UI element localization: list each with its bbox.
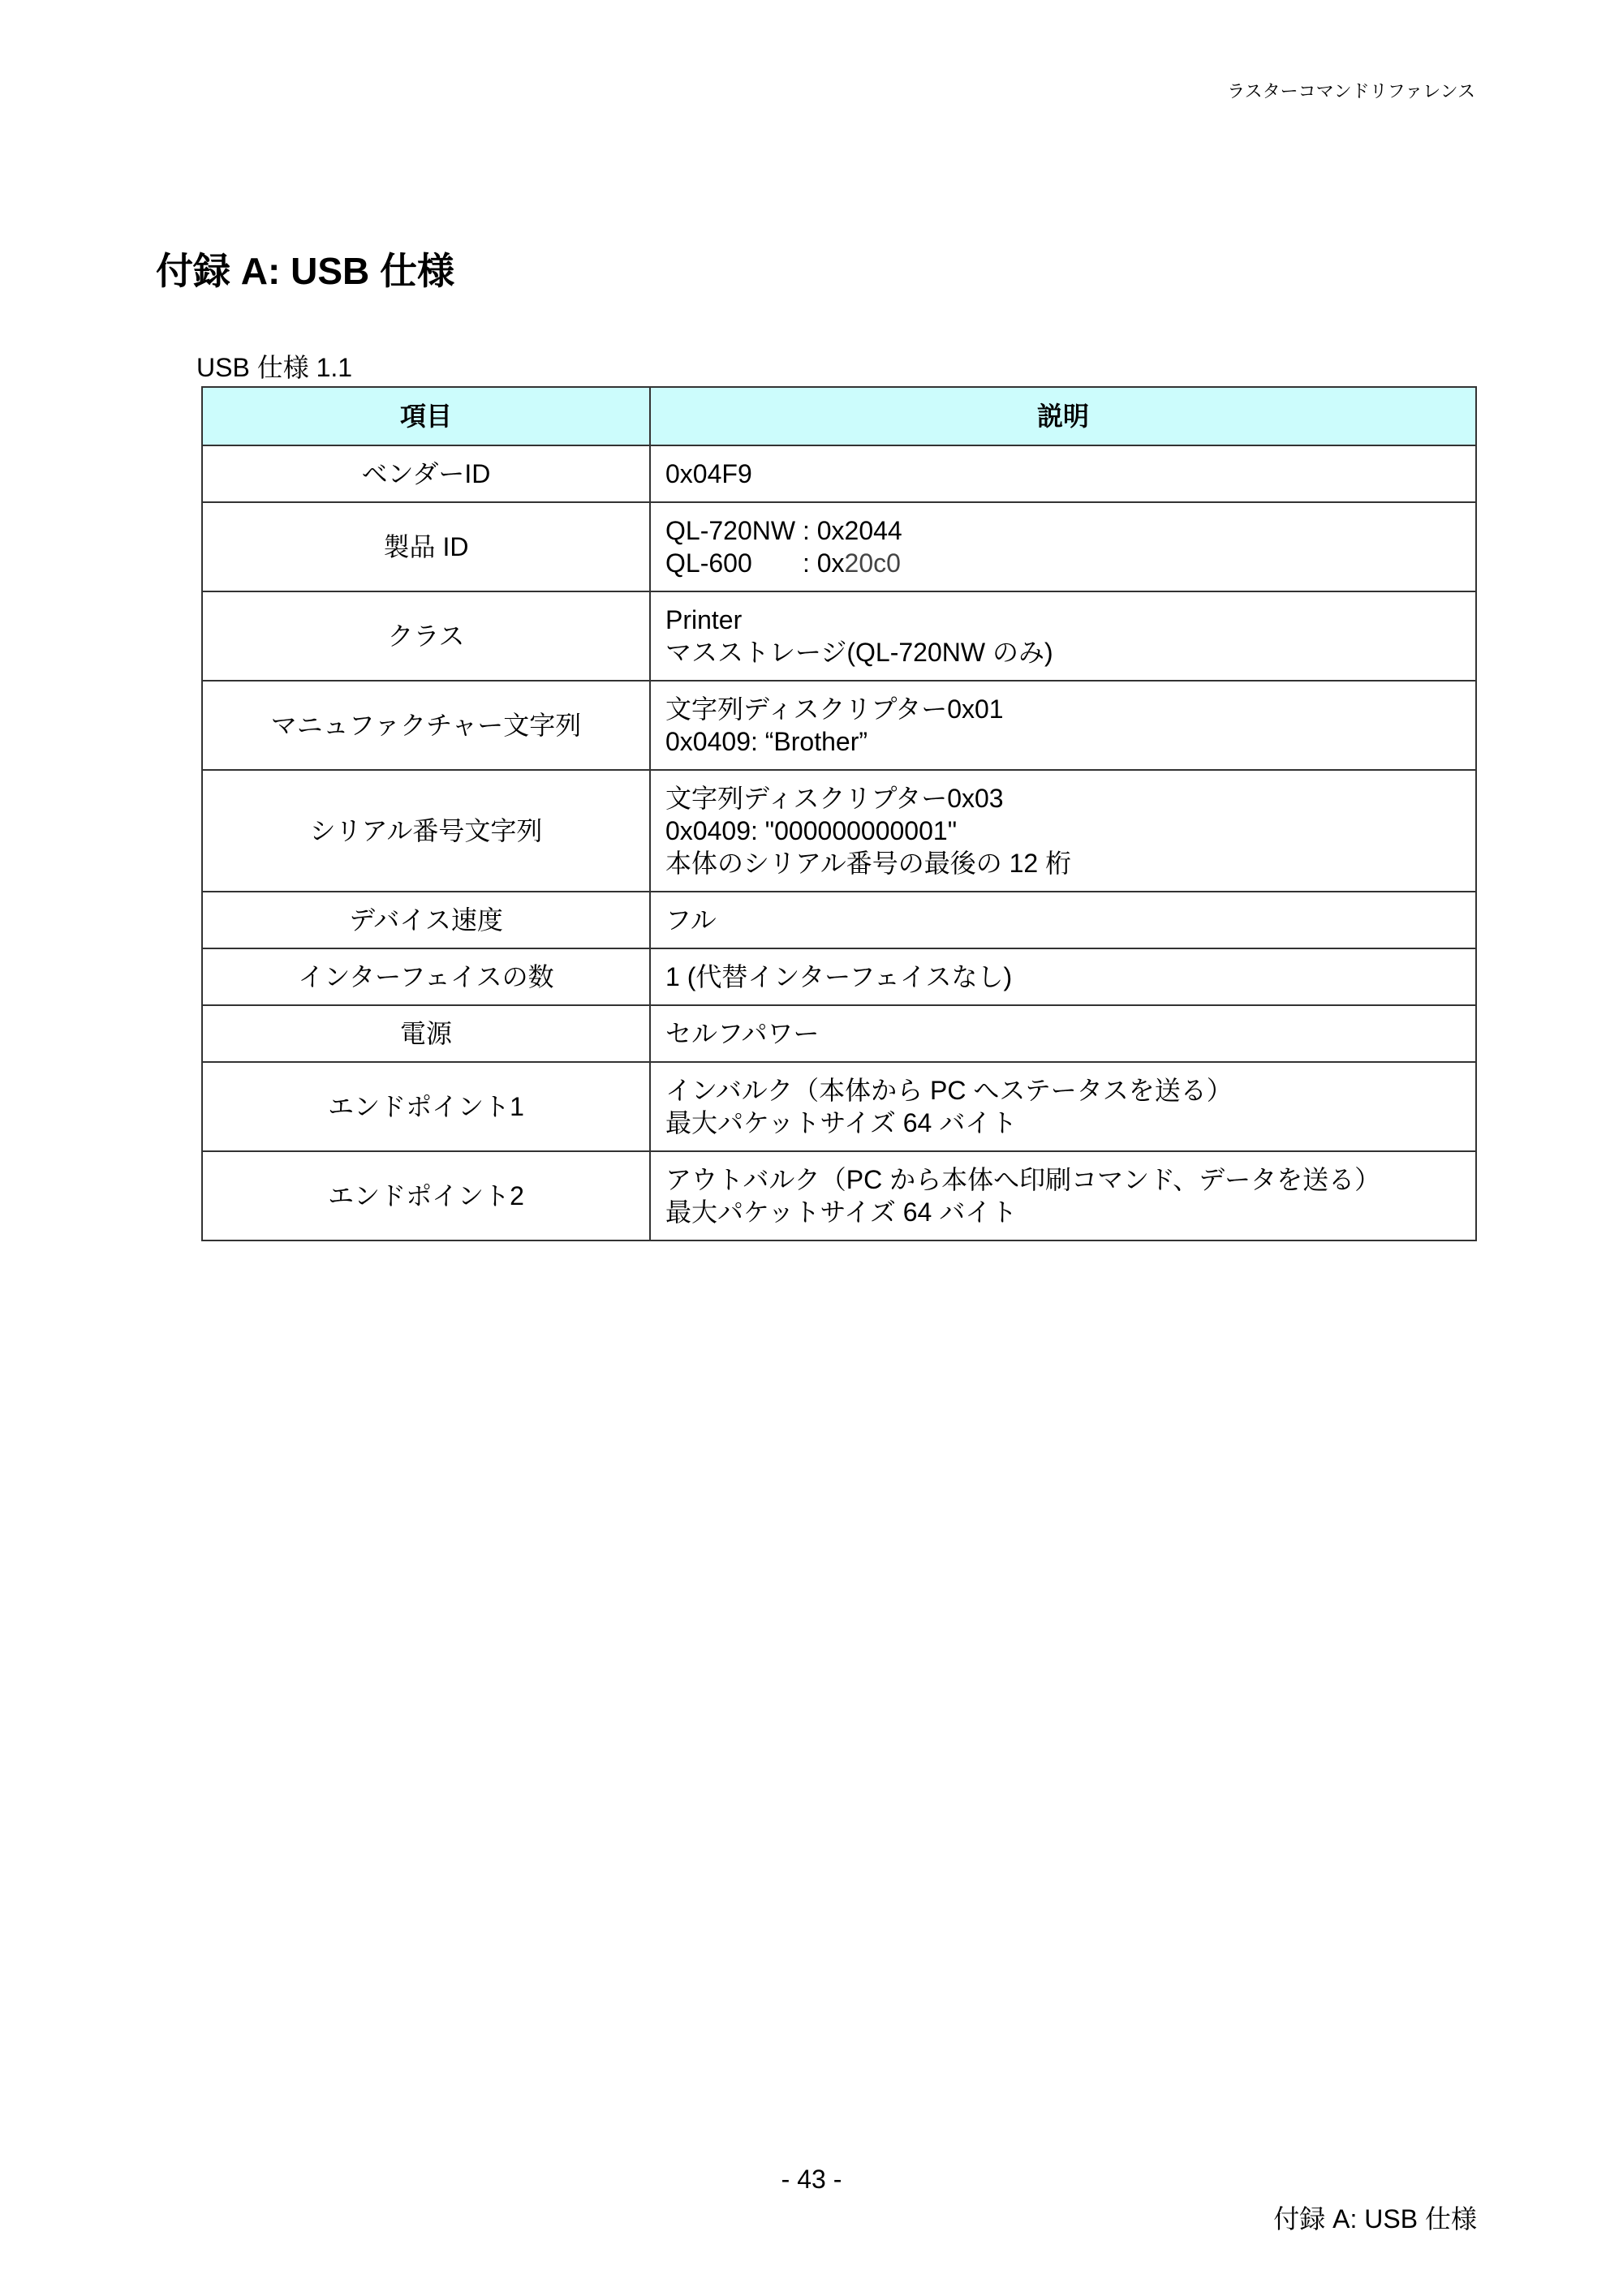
running-header: ラスターコマンドリファレンス <box>1227 81 1475 101</box>
table-row <box>202 892 1476 948</box>
table-row <box>202 591 1476 681</box>
description-line: 最大パケットサイズ 64 バイト <box>665 1197 1018 1227</box>
table-header-row <box>202 387 1476 445</box>
row-item: 製品 ID <box>202 502 650 591</box>
table-row <box>202 502 1476 591</box>
description-line: 0x0409: “Brother” <box>665 727 868 756</box>
description-line: マスストレージ(QL-720NW のみ) <box>665 638 1053 667</box>
table-caption: USB 仕様 1.1 <box>196 353 353 382</box>
column-header-item: 項目 <box>202 387 650 445</box>
description-line: セルフパワー <box>665 1019 820 1048</box>
description-line: Printer <box>665 605 743 634</box>
description-line: QL-720NW : 0x2044 <box>665 516 902 545</box>
row-item: エンドポイント2 <box>202 1151 650 1240</box>
row-item: シリアル番号文字列 <box>202 770 650 892</box>
row-item: エンドポイント1 <box>202 1062 650 1151</box>
description-line: 0x0409: "000000000001" <box>665 816 958 845</box>
row-item: ベンダーID <box>202 445 650 502</box>
table-row <box>202 1062 1476 1151</box>
column-header-description: 説明 <box>650 387 1476 445</box>
page-number: - 43 - <box>781 2165 842 2194</box>
table-row <box>202 1005 1476 1062</box>
page-title: 付録 A: USB 仕様 <box>156 250 454 292</box>
description-line: アウトバルク（PC から本体へ印刷コマンド、データを送る） <box>665 1165 1381 1194</box>
table-row <box>202 1151 1476 1240</box>
description-line: 文字列ディスクリプター0x03 <box>665 784 1004 813</box>
running-footer: 付録 A: USB 仕様 <box>1273 2204 1477 2234</box>
table-row <box>202 770 1476 892</box>
row-item: 電源 <box>202 1005 650 1062</box>
description-line: 本体のシリアル番号の最後の 12 桁 <box>665 849 1072 878</box>
description-line-suffix: 20c0 <box>844 548 901 578</box>
description-line: 最大パケットサイズ 64 バイト <box>665 1108 1018 1137</box>
row-description <box>650 1062 1476 1151</box>
description-line-prefix: QL-600 : 0x <box>665 548 845 578</box>
description-line: 1 (代替インターフェイスなし) <box>665 962 1013 991</box>
row-item: マニュファクチャー文字列 <box>202 681 650 770</box>
row-description <box>650 1151 1476 1240</box>
row-description <box>650 948 1476 1005</box>
row-item: クラス <box>202 591 650 681</box>
row-description <box>650 1005 1476 1062</box>
description-line: フル <box>665 905 717 935</box>
description-line: インバルク（本体から PC へステータスを送る） <box>665 1076 1233 1105</box>
row-description <box>650 445 1476 502</box>
description-line: 文字列ディスクリプター0x01 <box>665 694 1004 724</box>
table-row <box>202 445 1476 502</box>
description-line: 0x04F9 <box>665 459 752 488</box>
description-line <box>665 547 1461 579</box>
row-description <box>650 591 1476 681</box>
row-item: デバイス速度 <box>202 892 650 948</box>
table-row <box>202 681 1476 770</box>
row-description <box>650 502 1476 591</box>
row-description <box>650 770 1476 892</box>
table-row <box>202 948 1476 1005</box>
usb-spec-table <box>201 386 1477 1241</box>
row-item: インターフェイスの数 <box>202 948 650 1005</box>
row-description <box>650 681 1476 770</box>
row-description <box>650 892 1476 948</box>
